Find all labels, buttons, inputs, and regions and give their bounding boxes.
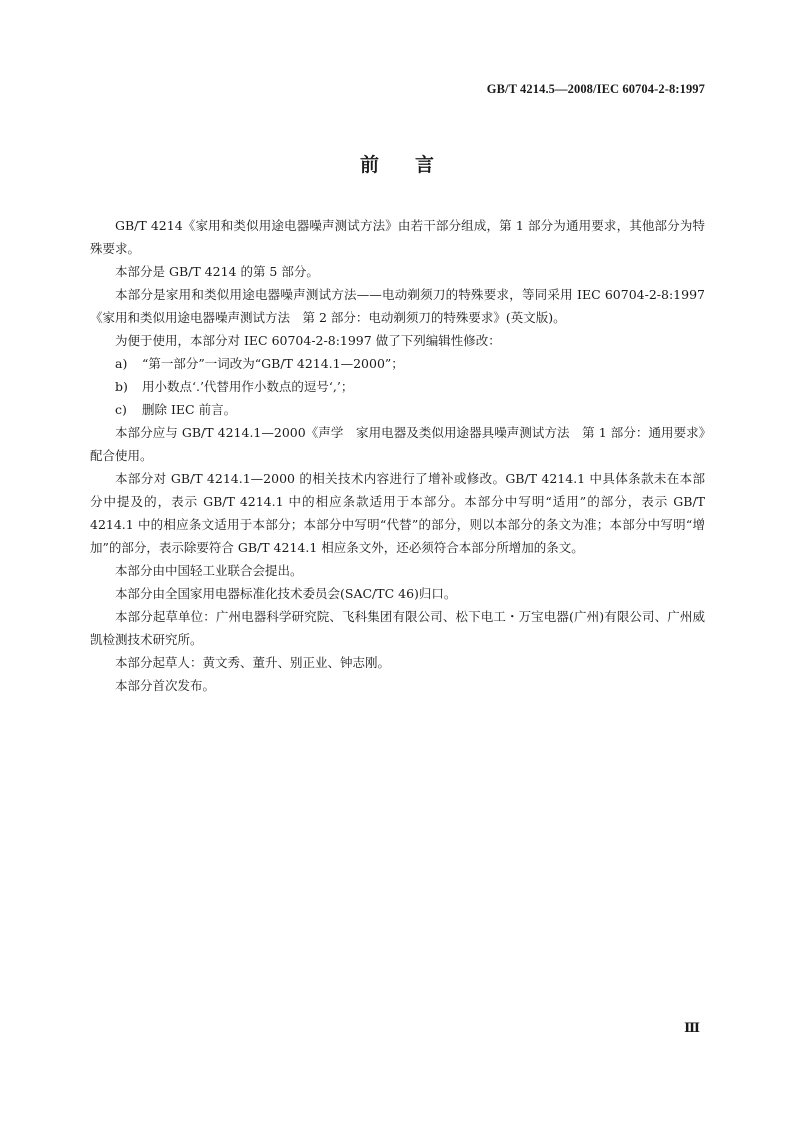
list-marker: c) <box>115 402 127 417</box>
paragraph-first-release: 本部分首次发布。 <box>115 678 216 693</box>
list-item <box>90 352 705 375</box>
paragraph-adoption: 本部分是家用和类似用途电器噪声测试方法——电动剃须刀的特殊要求，等同采用 IEC 60704-2-8:1997《家用和类似用途电器噪声测试方法 第 2 部分：电动剃须刀的特殊要求》(英文版)。 <box>90 287 705 325</box>
standard-code: GB/T 4214.5—2008/IEC 60704-2-8:1997 <box>486 82 705 96</box>
list-marker: a) <box>115 356 128 371</box>
paragraph-drafters: 本部分起草人：黄文秀、董升、别正业、钟志刚。 <box>115 655 391 670</box>
paragraph-proposed-by: 本部分由中国轻工业联合会提出。 <box>115 563 303 578</box>
paragraph-part-number: 本部分是 GB/T 4214 的第 5 部分。 <box>115 264 319 279</box>
page-number: Ⅲ <box>684 1020 699 1035</box>
list-item <box>90 398 705 421</box>
list-text: 用小数点‘.’代替用作小数点的逗号‘,’； <box>142 379 354 394</box>
paragraph-drafting-units: 本部分起草单位：广州电器科学研究院、飞科集团有限公司、松下电工・万宝电器(广州)有限公司、广州威凯检测技术研究所。 <box>90 609 705 647</box>
paragraph-modifications: 本部分对 GB/T 4214.1—2000 的相关技术内容进行了增补或修改。GB/T 4214.1 中具体条款未在本部分中提及的，表示 GB/T 4214.1 中的相应条款适用于本部分。本部分中写明“适用”的部分，表示 GB/T 4214.1 中的相应条文适用于本部分；本部分中写明“代替”的部分，则以本部分的条文为准；本部分中写明“增加”的部分，表示除要符合 GB/T 4214.1 相应条文外，还必须符合本部分所增加的条文。 <box>90 471 705 555</box>
list-item <box>90 375 705 398</box>
paragraph-composition: GB/T 4214《家用和类似用途电器噪声测试方法》由若干部分组成，第 1 部分为通用要求，其他部分为特殊要求。 <box>90 218 705 256</box>
list-marker: b) <box>115 379 128 394</box>
list-text: 删除 IEC 前言。 <box>142 402 237 417</box>
foreword-body <box>90 214 705 697</box>
paragraph-centralized-by: 本部分由全国家用电器标准化技术委员会(SAC/TC 46)归口。 <box>115 586 457 601</box>
paragraph-edit-intro: 为便于使用，本部分对 IEC 60704-2-8:1997 做了下列编辑性修改： <box>115 333 501 348</box>
list-text: “第一部分”一词改为“GB/T 4214.1—2000”； <box>142 356 404 371</box>
paragraph-use-with: 本部分应与 GB/T 4214.1—2000《声学 家用电器及类似用途器具噪声测试方法 第 1 部分：通用要求》配合使用。 <box>90 425 705 463</box>
page-title: 前言 <box>359 154 470 176</box>
